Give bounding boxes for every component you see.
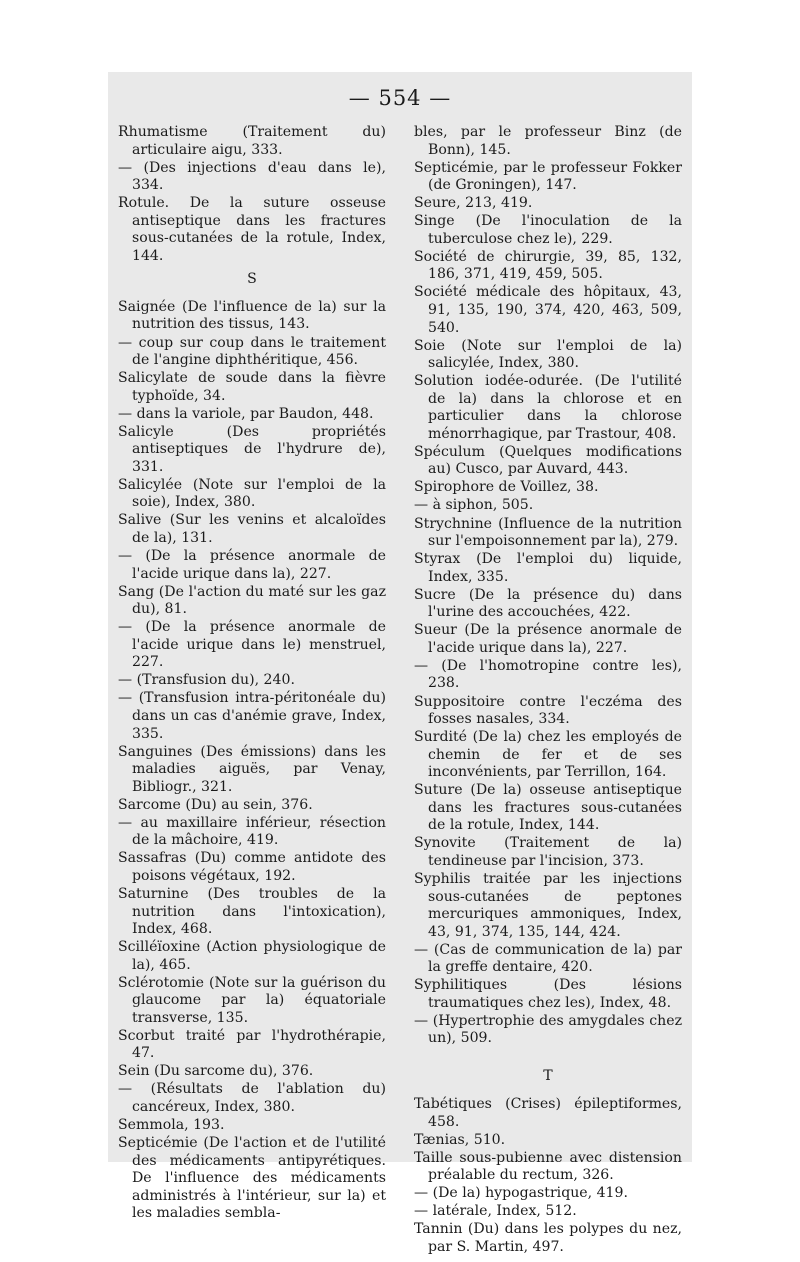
index-entry: Salicylate de soude dans la fièvre typhoïde, 34.	[118, 370, 386, 404]
index-entry: — (Transfusion du), 240.	[118, 672, 295, 689]
index-entry: Sarcome (Du) au sein, 376.	[118, 796, 313, 813]
index-entry: — (Transfusion intra-péritonéale du) dans un cas d'anémie grave, Index, 335.	[118, 690, 386, 742]
index-entry: — (De la présence anormale de l'acide urique dans la), 227.	[118, 548, 386, 582]
index-entry: Salicylée (Note sur l'emploi de la soie), Index, 380.	[118, 476, 386, 511]
index-entry: Rotule. De la suture osseuse antiseptique dans les fractures sous-cutanées de la rotule, Index, 144.	[118, 195, 386, 264]
index-entry: Sueur (De la présence anormale de l'acide urique dans la), 227.	[414, 622, 682, 656]
index-entry: Scilléïoxine (Action physiologique de la), 465.	[118, 939, 386, 973]
index-entry: — dans la variole, par Baudon, 448.	[118, 405, 374, 422]
index-entry: Rhumatisme (Traitement du) articulaire aigu, 333.	[118, 124, 386, 158]
index-entry: Sang (De l'action du maté sur les gaz du), 81.	[118, 583, 386, 618]
index-entry: Tænias, 510.	[414, 1131, 506, 1148]
index-entry: Syphilitiques (Des lésions traumatiques chez les), Index, 48.	[414, 977, 682, 1011]
section-letter: S	[247, 271, 257, 288]
index-entry: — (De la) hypogastrique, 419.	[414, 1185, 628, 1202]
index-entry: — (De la présence anormale de l'acide urique dans le) menstruel, 227.	[118, 619, 386, 671]
index-entry: Septicémie (De l'action et de l'utilité des médicaments antipyrétiques. De l'influence des médicaments administrés à l'intérieur, sur la) et les maladies sembla-	[118, 1135, 386, 1222]
index-entry: Saturnine (Des troubles de la nutrition dans l'intoxication), Index, 468.	[118, 885, 386, 938]
index-entry: Salive (Sur les venins et alcaloïdes de la), 131.	[118, 512, 386, 547]
index-entry: Sanguines (Des émissions) dans les maladies aiguës, par Venay, Bibliogr., 321.	[118, 743, 386, 795]
index-entry: Société médicale des hôpitaux, 43, 91, 135, 190, 374, 420, 463, 509, 540.	[414, 284, 682, 336]
section-letter: T	[543, 1068, 553, 1085]
index-entry: Synovite (Traitement de la) tendineuse par l'incision, 373.	[414, 835, 682, 869]
index-entry: Styrax (De l'emploi du) liquide, Index, 335.	[414, 551, 682, 585]
index-entry: Strychnine (Influence de la nutrition sur l'empoisonnement par la), 279.	[414, 515, 682, 550]
index-entry: Scorbut traité par l'hydrothérapie, 47.	[118, 1027, 386, 1062]
index-entry: Salicyle (Des propriétés antiseptiques de l'hydrure de), 331.	[118, 423, 386, 475]
index-entry: Septicémie, par le professeur Fokker (de Groningen), 147.	[414, 159, 682, 194]
index-column-left	[118, 124, 386, 1223]
index-entry: Surdité (De la) chez les employés de chemin de fer et de ses inconvénients, par Terrillon, 164.	[414, 729, 682, 781]
index-entry: Sucre (De la présence du) dans l'urine des accouchées, 422.	[414, 586, 682, 621]
index-entry: Sclérotomie (Note sur la guérison du glaucome par la) équatoriale transverse, 135.	[118, 974, 386, 1026]
index-entry: Société de chirurgie, 39, 85, 132, 186, 371, 419, 459, 505.	[414, 248, 682, 283]
index-entry: Tannin (Du) dans les polypes du nez, par S. Martin, 497.	[414, 1221, 682, 1255]
index-entry: Soie (Note sur l'emploi de la) salicylée, Index, 380.	[414, 337, 682, 372]
index-entry: Sassafras (Du) comme antidote des poisons végétaux, 192.	[118, 850, 386, 884]
index-entry: Spéculum (Quelques modifications au) Cusco, par Auvard, 443.	[414, 443, 682, 478]
index-entry: — au maxillaire inférieur, résection de la mâchoire, 419.	[118, 814, 386, 849]
index-entry: — (Cas de communication de la) par la greffe dentaire, 420.	[414, 941, 682, 976]
index-entry: Saignée (De l'influence de la) sur la nutrition des tissus, 143.	[118, 298, 386, 333]
index-entry: Spirophore de Voillez, 38.	[414, 479, 599, 496]
index-entry: — latérale, Index, 512.	[414, 1203, 577, 1220]
index-entry: Syphilis traitée par les injections sous-cutanées de peptones mercuriques ammoniques, Index, 43, 91, 374, 135, 144, 424.	[414, 870, 682, 940]
document-page	[108, 72, 692, 1255]
section-gap	[414, 1048, 682, 1062]
index-entry: Taille sous-pubienne avec distension préalable du rectum, 326.	[414, 1149, 682, 1184]
index-entry: — coup sur coup dans le traitement de l'angine diphthéritique, 456.	[118, 334, 386, 369]
index-entry: Sein (Du sarcome du), 376.	[118, 1063, 314, 1080]
index-entry: — (Des injections d'eau dans le), 334.	[118, 159, 386, 194]
index-entry: Solution iodée-odurée. (De l'utilité de la) dans la chlorose et en particulier dans la chlorose ménorrhagique, par Trastour, 408.	[414, 373, 682, 442]
index-entry: — (Hypertrophie des amygdales chez un), 509.	[414, 1012, 682, 1047]
index-entry: — (De l'homotropine contre les), 238.	[414, 657, 682, 692]
index-entry: — (Résultats de l'ablation du) cancéreux, Index, 380.	[118, 1081, 386, 1116]
index-column-right	[414, 124, 682, 1257]
page-number: — 554 —	[348, 86, 452, 110]
index-entry: bles, par le professeur Binz (de Bonn), 145.	[414, 124, 682, 158]
index-entry: Seure, 213, 419.	[414, 195, 533, 212]
index-entry: Tabétiques (Crises) épileptiformes, 458.	[414, 1095, 682, 1130]
index-entry: Suture (De la) osseuse antiseptique dans les fractures sous-cutanées de la rotule, Index, 144.	[414, 782, 682, 834]
index-entry: Suppositoire contre l'eczéma des fosses nasales, 334.	[414, 693, 682, 728]
index-entry: — à siphon, 505.	[414, 497, 534, 514]
index-entry: Semmola, 193.	[118, 1117, 225, 1134]
index-entry: Singe (De l'inoculation de la tuberculose chez le), 229.	[414, 213, 682, 247]
